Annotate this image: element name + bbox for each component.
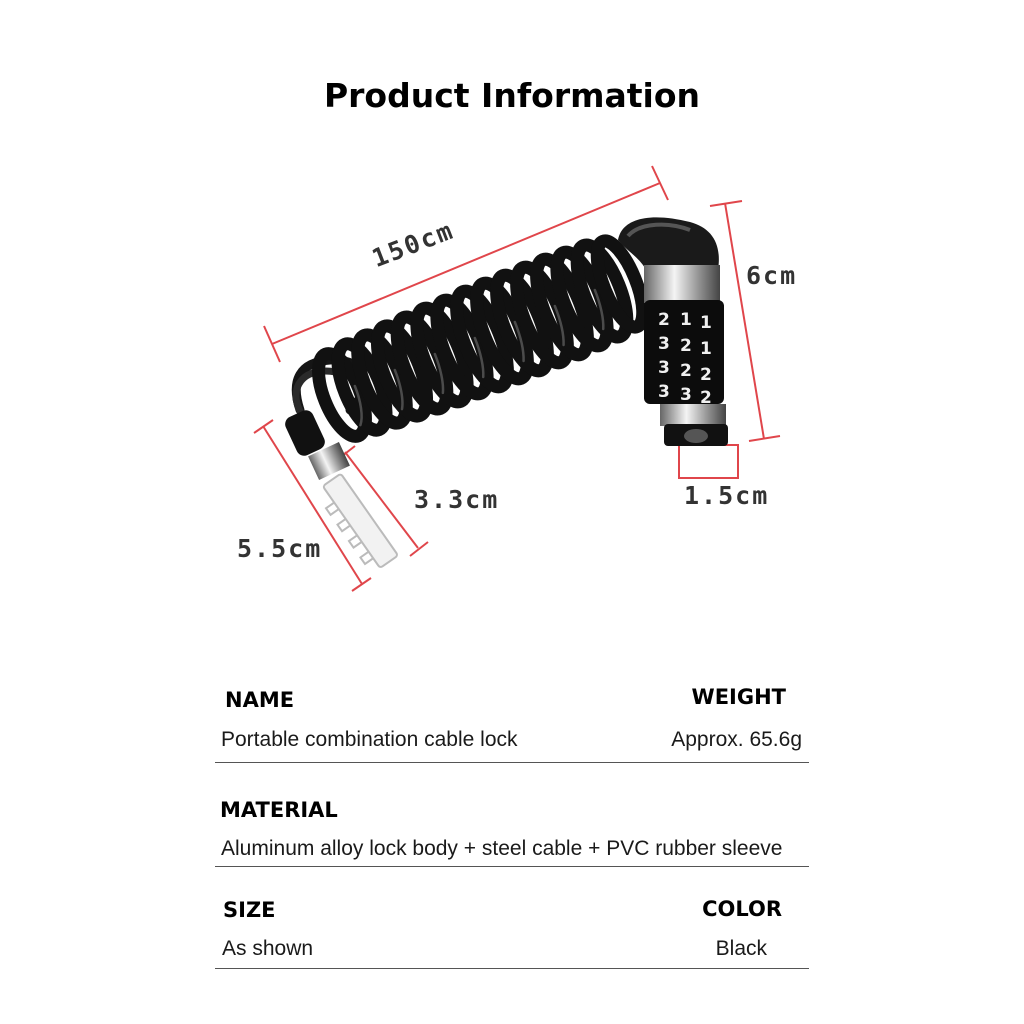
lock-width-dimension-box xyxy=(679,445,738,478)
divider xyxy=(215,866,809,867)
dial-digit: 2 xyxy=(680,361,692,381)
dial-digit: 1 xyxy=(700,313,712,333)
dial-digit: 3 xyxy=(680,385,692,405)
material-value: Aluminum alloy lock body + steel cable + PVC rubber sleeve xyxy=(221,837,783,860)
lock-width-label: 1.5cm xyxy=(684,481,770,510)
size-heading: SIZE xyxy=(223,898,276,922)
dial-digit: 3 xyxy=(658,334,670,354)
dial-digit: 2 xyxy=(680,336,692,356)
name-heading: NAME xyxy=(225,688,295,712)
color-value: Black xyxy=(715,937,767,960)
dial-digit: 1 xyxy=(680,310,692,330)
cable-length-label: 150cm xyxy=(368,215,458,274)
divider xyxy=(215,762,809,763)
dial-digit: 2 xyxy=(658,310,670,330)
page-title: Product Information xyxy=(323,76,701,115)
size-value: As shown xyxy=(222,937,314,960)
key-length-label: 5.5cm xyxy=(237,534,323,563)
lock-height-label: 6cm xyxy=(746,261,798,290)
material-heading: MATERIAL xyxy=(220,798,338,822)
divider xyxy=(215,968,809,969)
coiled-cable-icon xyxy=(296,235,652,442)
name-value: Portable combination cable lock xyxy=(221,728,518,751)
dial-digit: 2 xyxy=(700,365,712,385)
weight-value: Approx. 65.6g xyxy=(671,728,802,751)
product-illustration xyxy=(0,150,1024,630)
color-heading: COLOR xyxy=(702,897,782,921)
key-width-label: 3.3cm xyxy=(414,485,500,514)
dial-digit: 3 xyxy=(658,358,670,378)
weight-heading: WEIGHT xyxy=(691,685,786,709)
dial-digit: 1 xyxy=(700,339,712,359)
dial-digit: 3 xyxy=(658,382,670,402)
dial-digit: 2 xyxy=(700,388,712,408)
